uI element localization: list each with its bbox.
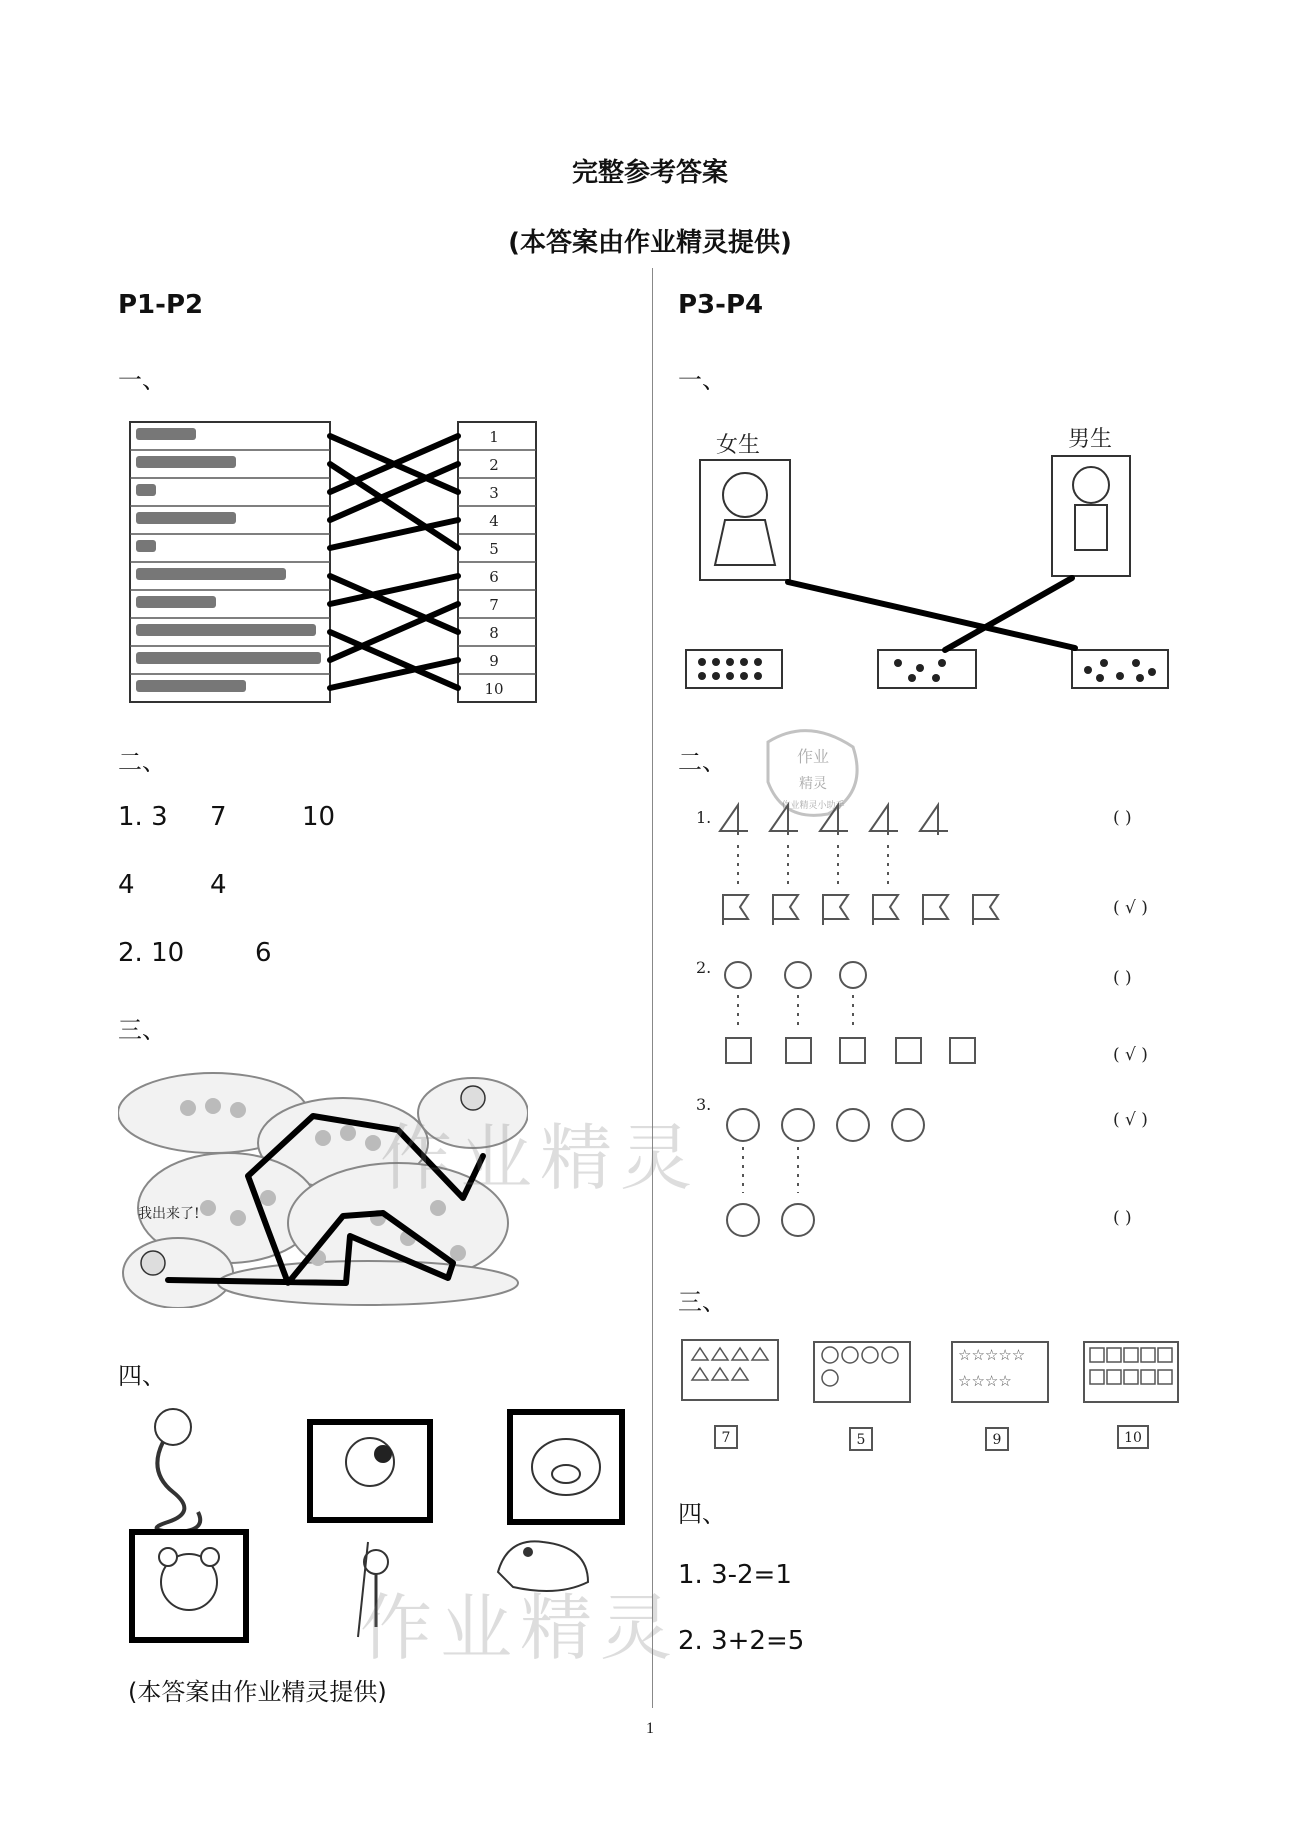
page-number: 1 [646, 1720, 654, 1737]
part-one-label-left: 一、 [118, 366, 166, 394]
counting-figure [680, 1338, 1180, 1458]
count-answer-4: 10 [1124, 1430, 1142, 1446]
match-number: 8 [489, 624, 499, 642]
match-number: 7 [489, 596, 499, 614]
pencil-matching-figure [128, 418, 540, 708]
answer-1-c: 10 [302, 802, 336, 832]
boy-label: 男生 [1068, 427, 1113, 452]
part-one-label-right: 一、 [678, 366, 726, 394]
match-number: 10 [484, 680, 504, 698]
girl-boy-matching-figure [680, 420, 1180, 695]
stamp-text-mid: 精灵 [799, 776, 827, 792]
match-number: 1 [489, 428, 499, 446]
part-four-label-right: 四、 [678, 1500, 726, 1528]
match-number: 3 [489, 484, 499, 502]
paren-mark-3: ( ) [1113, 968, 1132, 988]
match-number: 2 [489, 456, 499, 474]
equation-1: 1. 3-2=1 [678, 1560, 792, 1590]
answer-1-a: 1. 3 [118, 802, 168, 832]
answer-2-a: 4 [118, 870, 135, 900]
column-divider [652, 268, 653, 1708]
girl-label: 女生 [716, 433, 761, 458]
section-p1-p2: P1-P2 [118, 290, 204, 320]
question-label-2: 2. [696, 958, 712, 977]
count-answer-1: 7 [721, 1430, 731, 1446]
comparison-figure [688, 795, 1188, 1255]
equation-2: 2. 3+2=5 [678, 1626, 805, 1656]
stamp-text-top: 作业 [796, 747, 830, 766]
answer-1-b: 7 [210, 802, 227, 832]
paren-mark-5: ( √ ) [1113, 1110, 1148, 1130]
svg-text:☆☆☆☆☆: ☆☆☆☆☆ [958, 1346, 1026, 1364]
part-three-label-left: 三、 [118, 1016, 166, 1044]
snake-figure [155, 1409, 200, 1532]
page-subtitle: (本答案由作业精灵提供) [508, 228, 792, 258]
question-label-3: 3. [696, 1095, 712, 1114]
paren-mark-4: ( √ ) [1113, 1045, 1148, 1065]
question-label-1: 1. [696, 808, 712, 827]
paren-mark-6: ( ) [1113, 1208, 1132, 1228]
match-number: 5 [489, 540, 499, 558]
count-answer-2: 5 [856, 1432, 866, 1448]
answer-3-b: 6 [255, 938, 272, 968]
svg-text:☆☆☆☆: ☆☆☆☆ [958, 1372, 1012, 1390]
paren-mark-2: ( √ ) [1113, 898, 1148, 918]
part-two-label-right: 二、 [678, 748, 726, 776]
section-p3-p4: P3-P4 [678, 290, 764, 320]
match-number: 9 [489, 652, 499, 670]
answer-2-b: 4 [210, 870, 227, 900]
watermark-text-1: 作业精灵 [380, 1116, 701, 1200]
match-number: 6 [489, 568, 499, 586]
part-three-label-right: 三、 [678, 1288, 726, 1316]
match-number: 4 [489, 512, 499, 530]
answer-3-a: 2. 10 [118, 938, 185, 968]
part-two-label-left: 二、 [118, 748, 166, 776]
page-title: 完整参考答案 [571, 158, 728, 188]
maze-caption: 我出来了! [138, 1206, 200, 1222]
stamp-text-bottom: 作业精灵小助手 [781, 801, 845, 811]
part-four-label-left: 四、 [118, 1362, 166, 1390]
count-answer-3: 9 [992, 1432, 1002, 1448]
paren-mark-1: ( ) [1113, 808, 1132, 828]
footer-note: (本答案由作业精灵提供) [128, 1678, 387, 1706]
watermark-text-2: 作业精灵 [360, 1586, 681, 1670]
